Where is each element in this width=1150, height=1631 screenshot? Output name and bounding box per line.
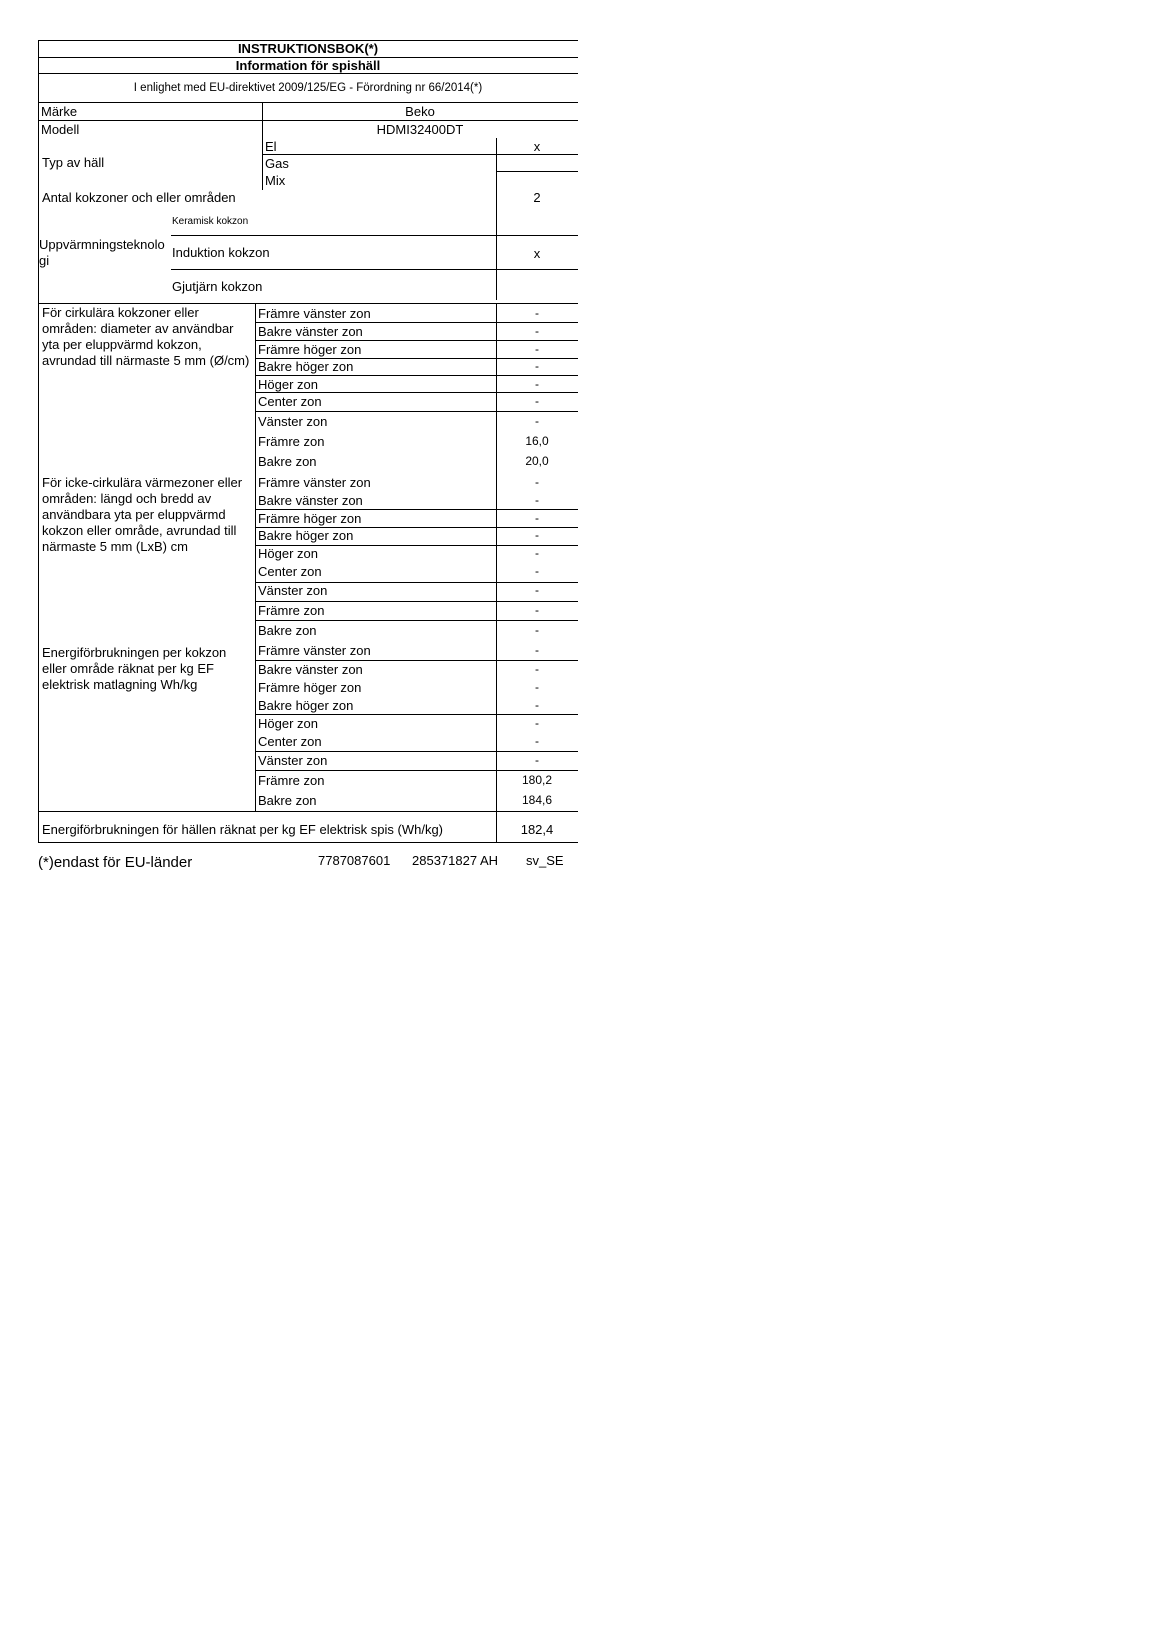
hob-type-option: Gas [265, 156, 289, 171]
zone-name: Höger zon [258, 377, 318, 392]
zone-value: - [535, 698, 539, 712]
zone-value: - [535, 306, 539, 320]
zone-value: - [535, 680, 539, 694]
zone-value: - [535, 603, 539, 617]
zone-value: 20,0 [525, 454, 549, 468]
heating-tech-label: Uppvärmningsteknolo gi [39, 237, 165, 268]
directive-text: I enlighet med EU-direktivet 2009/125/EG - Förordning nr 66/2014(*) [133, 82, 483, 94]
zone-value: - [535, 643, 539, 657]
zone-name: Bakre zon [258, 623, 317, 638]
zone-name: Bakre vänster zon [258, 324, 363, 339]
model-value: HDMI32400DT [376, 122, 464, 137]
zone-value: - [535, 734, 539, 748]
footer-locale: sv_SE [526, 853, 564, 868]
zone-value: - [535, 753, 539, 767]
model-label: Modell [41, 122, 80, 137]
zone-value: 16,0 [525, 434, 549, 448]
zone-count-value: 2 [533, 190, 541, 205]
hob-type-option: El [265, 139, 277, 154]
zone-value: - [535, 359, 539, 373]
zone-name: Främre höger zon [258, 342, 362, 357]
zone-value: - [535, 511, 539, 525]
zone-name: Center zon [258, 564, 322, 579]
energy-per-zone-label: Energiförbrukningen per kokzon eller område räknat per kg EF elektrisk matlagning Wh/kg [42, 645, 227, 692]
zone-name: Främre vänster zon [258, 475, 371, 490]
energy-hob-label: Energiförbrukningen för hällen räknat per kg EF elektrisk spis (Wh/kg) [42, 822, 444, 837]
zone-value: 180,2 [521, 773, 553, 787]
zone-value: - [535, 583, 539, 597]
zone-name: Bakre höger zon [258, 698, 354, 713]
zone-value: 184,6 [521, 793, 553, 807]
zone-name: Främre vänster zon [258, 643, 371, 658]
zone-count-label: Antal kokzoner och eller områden [42, 190, 236, 205]
zone-value: - [535, 564, 539, 578]
footer-code-1: 7787087601 [318, 853, 391, 868]
heating-tech-option: Induktion kokzon [172, 245, 270, 260]
zone-name: Främre vänster zon [258, 306, 371, 321]
zone-name: Främre höger zon [258, 680, 362, 695]
zone-value: - [535, 716, 539, 730]
zone-name: Bakre zon [258, 454, 317, 469]
zone-name: Bakre höger zon [258, 528, 354, 543]
zone-value: - [535, 475, 539, 489]
hob-type-option: Mix [265, 173, 286, 188]
zone-name: Center zon [258, 394, 322, 409]
zone-name: Främre zon [258, 603, 325, 618]
zone-value: - [535, 394, 539, 408]
zone-name: Höger zon [258, 546, 318, 561]
zone-name: Främre höger zon [258, 511, 362, 526]
hob-type-label: Typ av häll [42, 155, 105, 170]
zone-name: Bakre vänster zon [258, 662, 363, 677]
hob-type-mark: x [533, 139, 541, 154]
zone-name: Bakre zon [258, 793, 317, 808]
zone-name: Vänster zon [258, 753, 328, 768]
zone-value: - [535, 546, 539, 560]
zone-name: Center zon [258, 734, 322, 749]
zone-value: - [535, 414, 539, 428]
zone-name: Bakre vänster zon [258, 493, 363, 508]
brand-label: Märke [41, 104, 78, 119]
zone-name: Främre zon [258, 434, 325, 449]
heating-tech-option: Keramisk kokzon [172, 216, 249, 227]
document-title: INSTRUKTIONSBOK(*) [237, 41, 379, 56]
heating-tech-mark: x [533, 246, 541, 261]
footer-note: (*)endast för EU-länder [38, 854, 193, 871]
zone-name: Främre zon [258, 773, 325, 788]
footer-code-2: 285371827 AH [412, 853, 499, 868]
zone-value: - [535, 528, 539, 542]
noncircular-zones-label: För icke-cirkulära värmezoner eller områden: längd och bredd av användbara yta per eluppvärmd kokzon eller område, avrundad till närmaste 5 mm (LxB) cm [42, 475, 243, 554]
document-subtitle: Information för spishäll [235, 58, 381, 73]
zone-name: Vänster zon [258, 583, 328, 598]
energy-hob-value: 182,4 [520, 822, 554, 837]
zone-value: - [535, 377, 539, 391]
zone-value: - [535, 324, 539, 338]
zone-value: - [535, 623, 539, 637]
zone-value: - [535, 662, 539, 676]
zone-name: Vänster zon [258, 414, 328, 429]
zone-name: Höger zon [258, 716, 318, 731]
heating-tech-option: Gjutjärn kokzon [172, 279, 263, 294]
zone-value: - [535, 342, 539, 356]
zone-value: - [535, 493, 539, 507]
brand-value: Beko [405, 104, 435, 119]
circular-zones-label: För cirkulära kokzoner eller områden: diameter av användbar yta per eluppvärmd kokzon, avrundad till närmaste 5 mm (Ø/cm) [42, 305, 250, 368]
zone-name: Bakre höger zon [258, 359, 354, 374]
